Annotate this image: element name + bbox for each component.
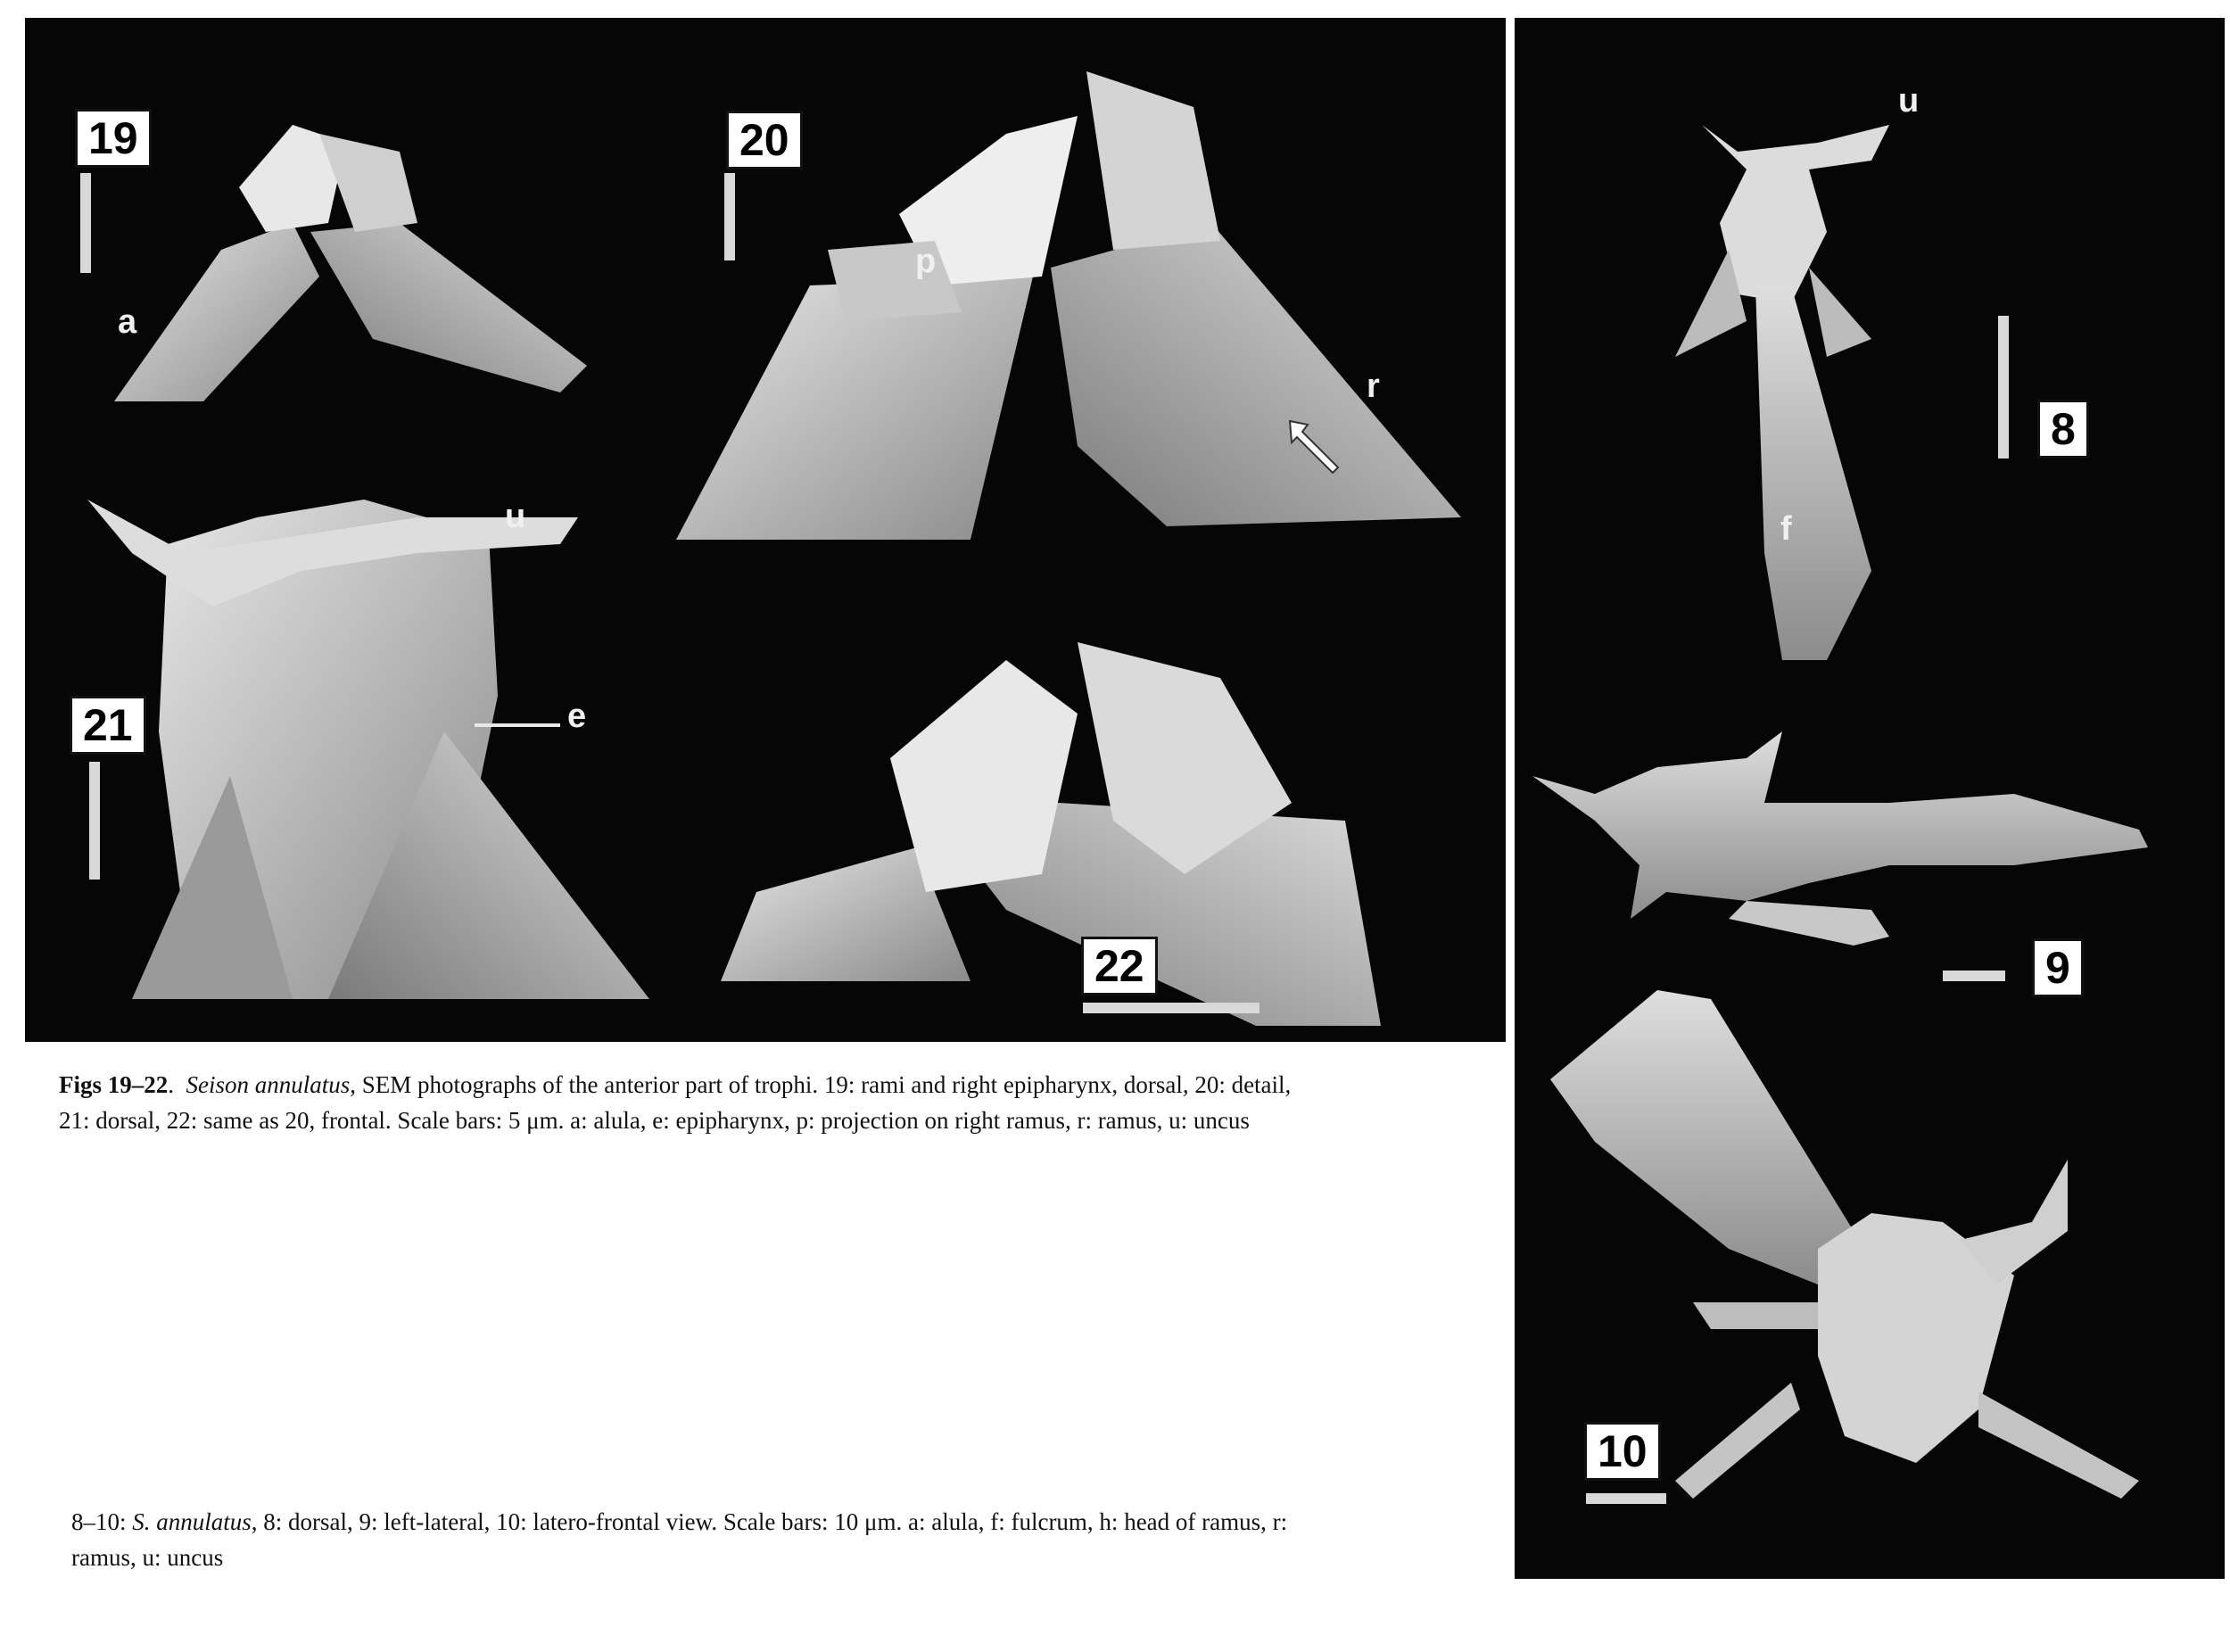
caption-species: Seison annulatus (186, 1071, 351, 1098)
label-alula: a (118, 303, 137, 341)
figure-label-22: 22 (1081, 937, 1158, 995)
scale-bar-22 (1083, 1003, 1260, 1013)
caption-line-3 (71, 1504, 1516, 1540)
figure-label-19: 19 (75, 109, 152, 168)
label-uncus: u (505, 498, 526, 535)
arrow-icon (1283, 414, 1354, 485)
caption-line-2: 21: dorsal, 22: same as 20, frontal. Scale bars: 5 μm. a: alula, e: epipharynx, p: projection on right ramus, r: ramus, u: uncus (59, 1107, 1250, 1134)
fig-9-left-lateral (1532, 731, 2148, 946)
caption-figs-8-10 (71, 1504, 1516, 1575)
caption-line-4: ramus, u: uncus (71, 1544, 224, 1571)
caption-figs-19-22 (59, 1067, 1504, 1138)
scale-bar-10 (1586, 1493, 1666, 1504)
label-projection: p (915, 243, 937, 280)
label-ramus: r (1367, 368, 1380, 405)
fig-8-dorsal (1675, 125, 1889, 660)
plate-figs-8-10 (1515, 18, 2225, 1579)
scale-bar-20 (724, 173, 735, 260)
pointer-line-epipharynx (475, 723, 560, 727)
figure-label-20: 20 (726, 111, 803, 169)
sem-micrographs-19-22 (25, 18, 1506, 1042)
plate-figs-19-22 (25, 18, 1506, 1042)
caption-text-3: , 8: dorsal, 9: left-lateral, 10: latero-frontal view. Scale bars: 10 μm. a: alula, f: fulcrum, h: head of ramus, r: (251, 1508, 1288, 1535)
sem-micrographs-8-10 (1515, 18, 2225, 1579)
caption-line-1: Figs 19–22. Seison annulatus, SEM photographs of the anterior part of trophi. 19: rami and right epipharynx, dorsal, 20: detail, (59, 1071, 1292, 1098)
figure-label-10: 10 (1584, 1422, 1661, 1481)
fig-19-trophi (114, 125, 587, 401)
fig-22-frontal (721, 642, 1381, 1026)
scale-bar-8 (1998, 316, 2009, 458)
scale-bar-9 (1943, 971, 2005, 981)
label-fulcrum: f (1780, 510, 1792, 548)
figure-label-9: 9 (2032, 938, 2084, 997)
fig-21-dorsal (87, 500, 649, 999)
caption-species-abbrev: S. annulatus (132, 1508, 252, 1535)
figure-label-8: 8 (2037, 400, 2089, 458)
caption-prefix: 8–10: (71, 1508, 133, 1535)
label-epipharynx: e (567, 698, 587, 735)
scale-bar-21 (89, 762, 100, 880)
caption-text-1: , SEM photographs of the anterior part of trophi. 19: rami and right epipharynx, dorsal, 20: detail, (350, 1071, 1292, 1098)
figure-label-21: 21 (70, 696, 146, 755)
caption-figure-reference: Figs 19–22 (59, 1071, 169, 1098)
scale-bar-19 (80, 173, 91, 273)
label-uncus-8: u (1898, 82, 1920, 120)
